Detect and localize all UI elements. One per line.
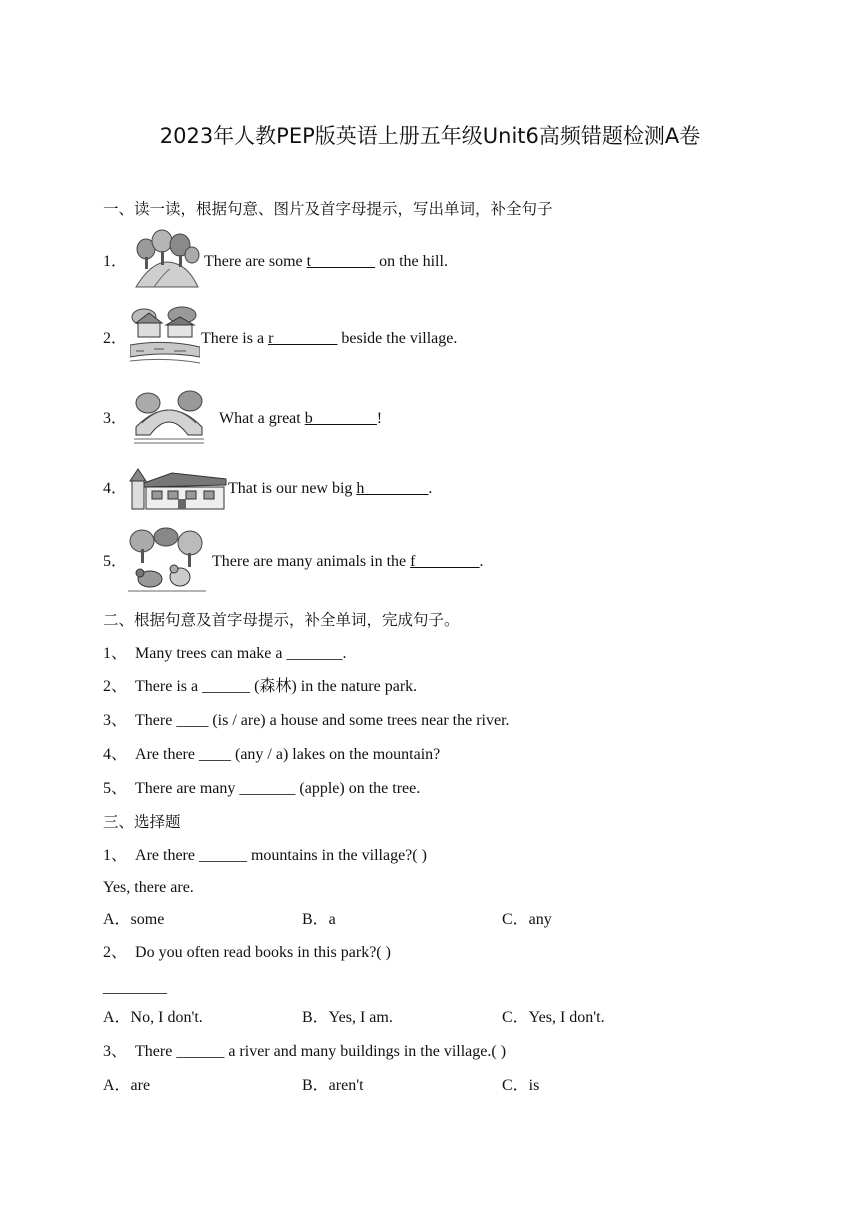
s1-item-1 [103,252,127,272]
answer-blank[interactable]: b________ [304,410,377,427]
answer-blank[interactable]: f________ [410,553,480,570]
s1-item-4-sentence: That is our new big h________. [228,480,433,497]
item-number: 3． [103,410,128,427]
s1-item-5-sentence: There are many animals in the f________. [212,553,484,570]
river-village-icon [130,305,200,367]
s3-q1-answer-line: Yes, there are. [103,879,194,896]
s1-item-3-sentence: What a great b________! [219,410,383,427]
answer-blank[interactable]: h________ [356,480,429,497]
s1-item-1-sentence: There are some t________ on the hill. [204,253,448,270]
s3-question-2: 2、 Do you often read books in this park?( ) [103,944,391,961]
s2-item-5: 5、 There are many _______ (apple) on the tree. [103,780,421,797]
s3-question-3: 3、 There ______ a river and many buildings in the village.( ) [103,1043,507,1060]
s1-item-4 [103,479,127,499]
s3-question-1: 1、 Are there ______ mountains in the village?( ) [103,847,427,864]
forest-animals-icon [128,527,206,595]
answer-blank[interactable]: ______ [202,678,251,695]
section1-heading: 一、读一读，根据句意、图片及首字母提示，写出单词，补全句子 [103,200,553,218]
s3-q2-answer-line[interactable]: ________ [103,979,167,996]
answer-blank[interactable]: r________ [268,330,338,347]
option-a[interactable]: A．No, I don't. [103,1009,203,1026]
trees-on-hill-icon [134,229,200,289]
option-b[interactable]: B．Yes, I am. [302,1009,393,1026]
option-c[interactable]: C．any [502,911,552,928]
s2-item-3: 3、 There ____ (is / are) a house and some trees near the river. [103,712,510,729]
option-c[interactable]: C．Yes, I don't. [502,1009,605,1026]
s2-item-1: 1、 Many trees can make a _______. [103,645,347,662]
s2-item-2: 2、 There is a ______ (森林) in the nature park. [103,678,418,695]
answer-blank[interactable]: _______ [239,780,296,797]
option-b[interactable]: B．aren't [302,1077,364,1094]
answer-blank[interactable]: ____ [198,746,231,763]
bridge-icon [134,389,204,447]
s2-item-4: 4、 Are there ____ (any / a) lakes on the mountain? [103,746,441,763]
option-a[interactable]: A．some [103,911,165,928]
answer-blank[interactable]: ____ [176,712,209,729]
section3-heading: 三、选择题 [103,813,181,831]
house-icon [128,465,228,511]
s1-item-2-sentence: There is a r________ beside the village. [201,330,458,347]
item-number: 2． [103,330,128,347]
item-number: 5． [103,553,128,570]
answer-blank[interactable]: t________ [306,253,376,270]
page-title: 2023年人教PEP版英语上册五年级Unit6高频错题检测A卷 [159,124,701,148]
item-number: 1． [103,253,128,270]
option-b[interactable]: B．a [302,911,336,928]
item-number: 4． [103,480,128,497]
s1-item-5 [103,552,127,572]
s1-item-2 [103,329,127,349]
section2-heading: 二、根据句意及首字母提示，补全单词，完成句子。 [103,611,460,629]
option-c[interactable]: C．is [502,1077,540,1094]
answer-blank[interactable]: _______ [286,645,343,662]
s1-item-3 [103,409,127,429]
option-a[interactable]: A．are [103,1077,151,1094]
